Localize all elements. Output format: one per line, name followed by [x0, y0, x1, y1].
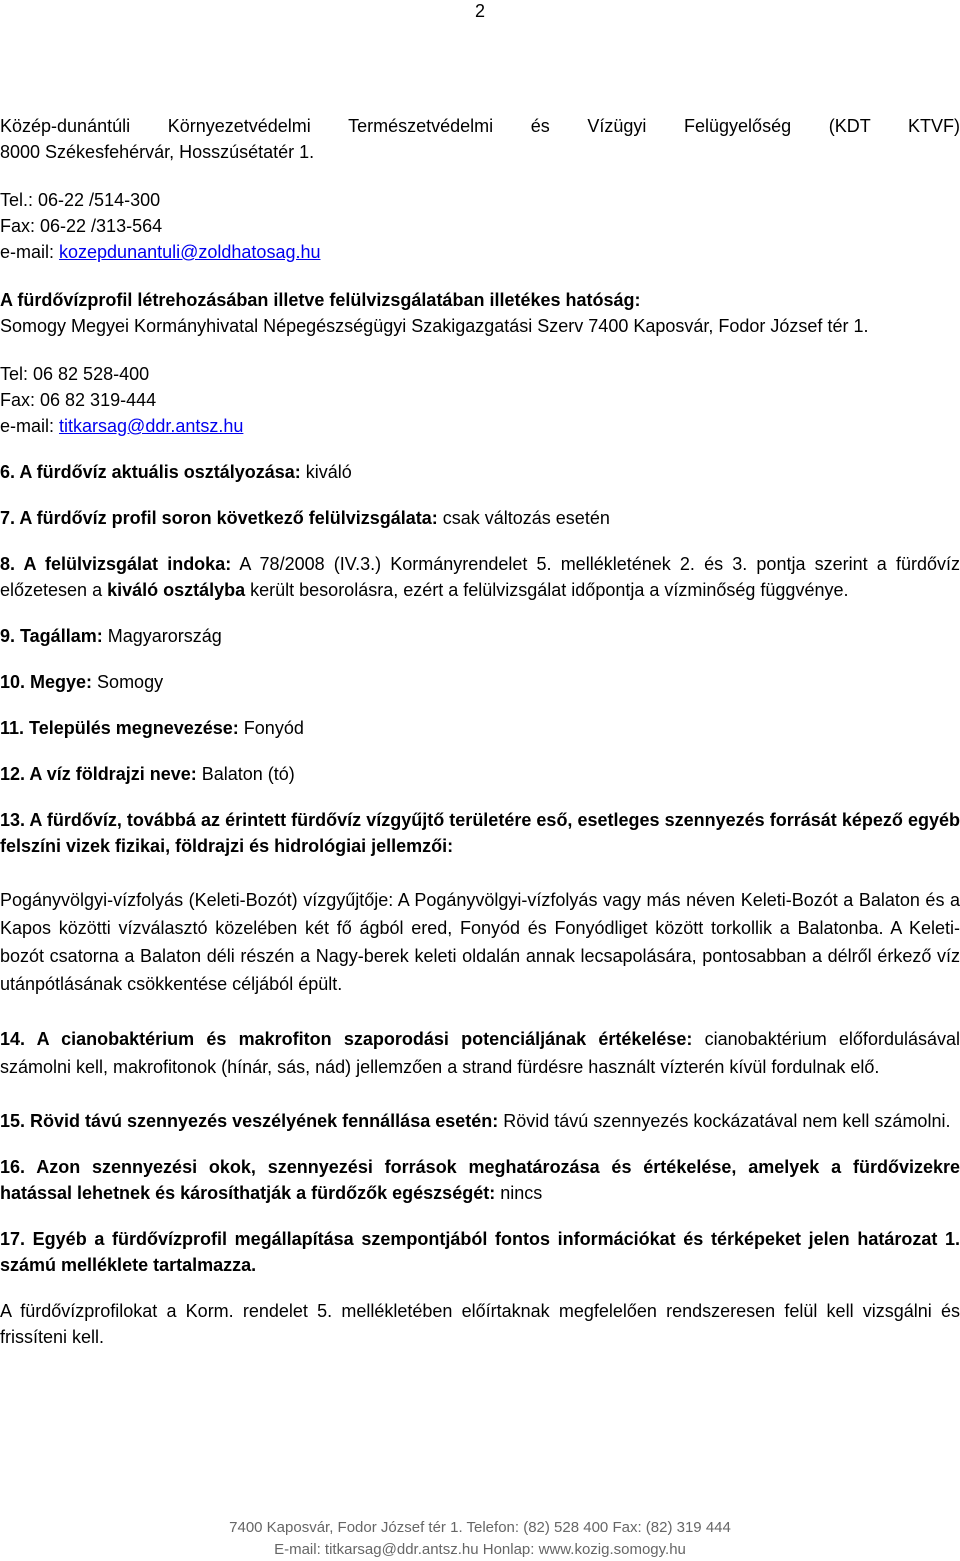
- item-15: 15. Rövid távú szennyezés veszélyének fennállása esetén: Rövid távú szennyezés kockázatával nem kell számolni.: [0, 1111, 951, 1131]
- item-13-heading: 13. A fürdővíz, továbbá az érintett fürdővíz vízgyűjtő területére eső, esetleges szennyezés forrását képező egyéb felszíni vizek fizikai, földrajzi és hidrológiai jellemzői:: [0, 810, 960, 856]
- authority-email-label: e-mail:: [0, 242, 60, 262]
- item-8: 8. A felülvizsgálat indoka: A 78/2008 (IV.3.) Kormányrendelet 5. mellékletének 2. és 3. pontja szerint a fürdővíz előzetesen a kiváló osztályba került besorolásra, ezért a felülvizsgálat időpontja a vízminőség függvénye.: [0, 554, 960, 600]
- footer-contact-line: E-mail: titkarsag@ddr.antsz.hu Honlap: www.kozig.somogy.hu: [274, 1541, 686, 1558]
- authority-fax: Fax: 06-22 /313-564: [0, 216, 163, 236]
- footer: [0, 1517, 960, 1561]
- item-9: 9. Tagállam: Magyarország: [0, 626, 222, 646]
- closing-paragraph: A fürdővízprofilokat a Korm. rendelet 5. mellékletében előírtaknak megfelelően rendszeresen felül kell vizsgálni és frissíteni kell.: [0, 1301, 960, 1347]
- item-16: 16. Azon szennyezési okok, szennyezési források meghatározása és értékelése, amelyek a fürdővizekre hatással lehetnek és károsíthatják a fürdőzők egészségét: nincs: [0, 1157, 960, 1203]
- item-17: 17. Egyéb a fürdővízprofil megállapítása szempontjából fontos információkat és térképeket jelen határozat 1. számú melléklete tartalmazza.: [0, 1229, 960, 1275]
- item-6: 6. A fürdővíz aktuális osztályozása: kiváló: [0, 462, 352, 482]
- health-authority-tel: Tel: 06 82 528-400: [0, 364, 150, 384]
- health-authority-email-link[interactable]: titkarsag@ddr.antsz.hu: [59, 416, 244, 436]
- item-13-body: Pogányvölgyi-vízfolyás (Keleti-Bozót) vízgyűjtője: A Pogányvölgyi-vízfolyás vagy más néven Keleti-Bozót a Balaton és a Kapos közötti vízválasztó közelében két fő ágból ered, Fonyód és Fonyódliget között torkollik a Balatonba. A Keleti-bozót csatorna a Balaton déli részén a Nagy-berek keleti oldalán annak lecsapolására, pontosabban a délről érkező víz utánpótlásának csökkentése céljából épült.: [0, 890, 960, 994]
- health-authority-name: Somogy Megyei Kormányhivatal Népegészségügyi Szakigazgatási Szerv 7400 Kaposvár, Fodor József tér 1.: [0, 316, 869, 336]
- authority-name: Közép-dunántúli Környezetvédelmi Természetvédelmi és Vízügyi Felügyelőség (KDT KTVF): [0, 116, 960, 136]
- item-14: 14. A cianobaktérium és makrofiton szaporodási potenciáljának értékelése: cianobaktérium előfordulásával számolni kell, makrofitonok (hínár, sás, nád) jellemzően a strand fürdésre használt vízterén kívül fordulnak elő.: [0, 1029, 960, 1077]
- footer-address-line: 7400 Kaposvár, Fodor József tér 1. Telefon: (82) 528 400 Fax: (82) 319 444: [229, 1519, 731, 1536]
- page-number: 2: [474, 1, 485, 21]
- authority-email-line: [0, 239, 960, 265]
- health-authority-fax: Fax: 06 82 319-444: [0, 390, 157, 410]
- health-authority-email-label: e-mail:: [0, 416, 60, 436]
- document-body: [0, 113, 960, 1350]
- item-12: 12. A víz földrajzi neve: Balaton (tó): [0, 764, 295, 784]
- authority-email-link[interactable]: kozepdunantuli@zoldhatosag.hu: [59, 242, 321, 262]
- authority-address: 8000 Székesfehérvár, Hosszúsétatér 1.: [0, 142, 315, 162]
- item-10: 10. Megye: Somogy: [0, 672, 164, 692]
- item-7: 7. A fürdővíz profil soron következő felülvizsgálata: csak változás esetén: [0, 508, 610, 528]
- health-authority-heading: A fürdővízprofil létrehozásában illetve felülvizsgálatában illetékes hatóság:: [0, 290, 641, 310]
- health-authority-email-line: [0, 413, 960, 439]
- authority-tel: Tel.: 06-22 /514-300: [0, 190, 161, 210]
- item-11: 11. Település megnevezése: Fonyód: [0, 718, 304, 738]
